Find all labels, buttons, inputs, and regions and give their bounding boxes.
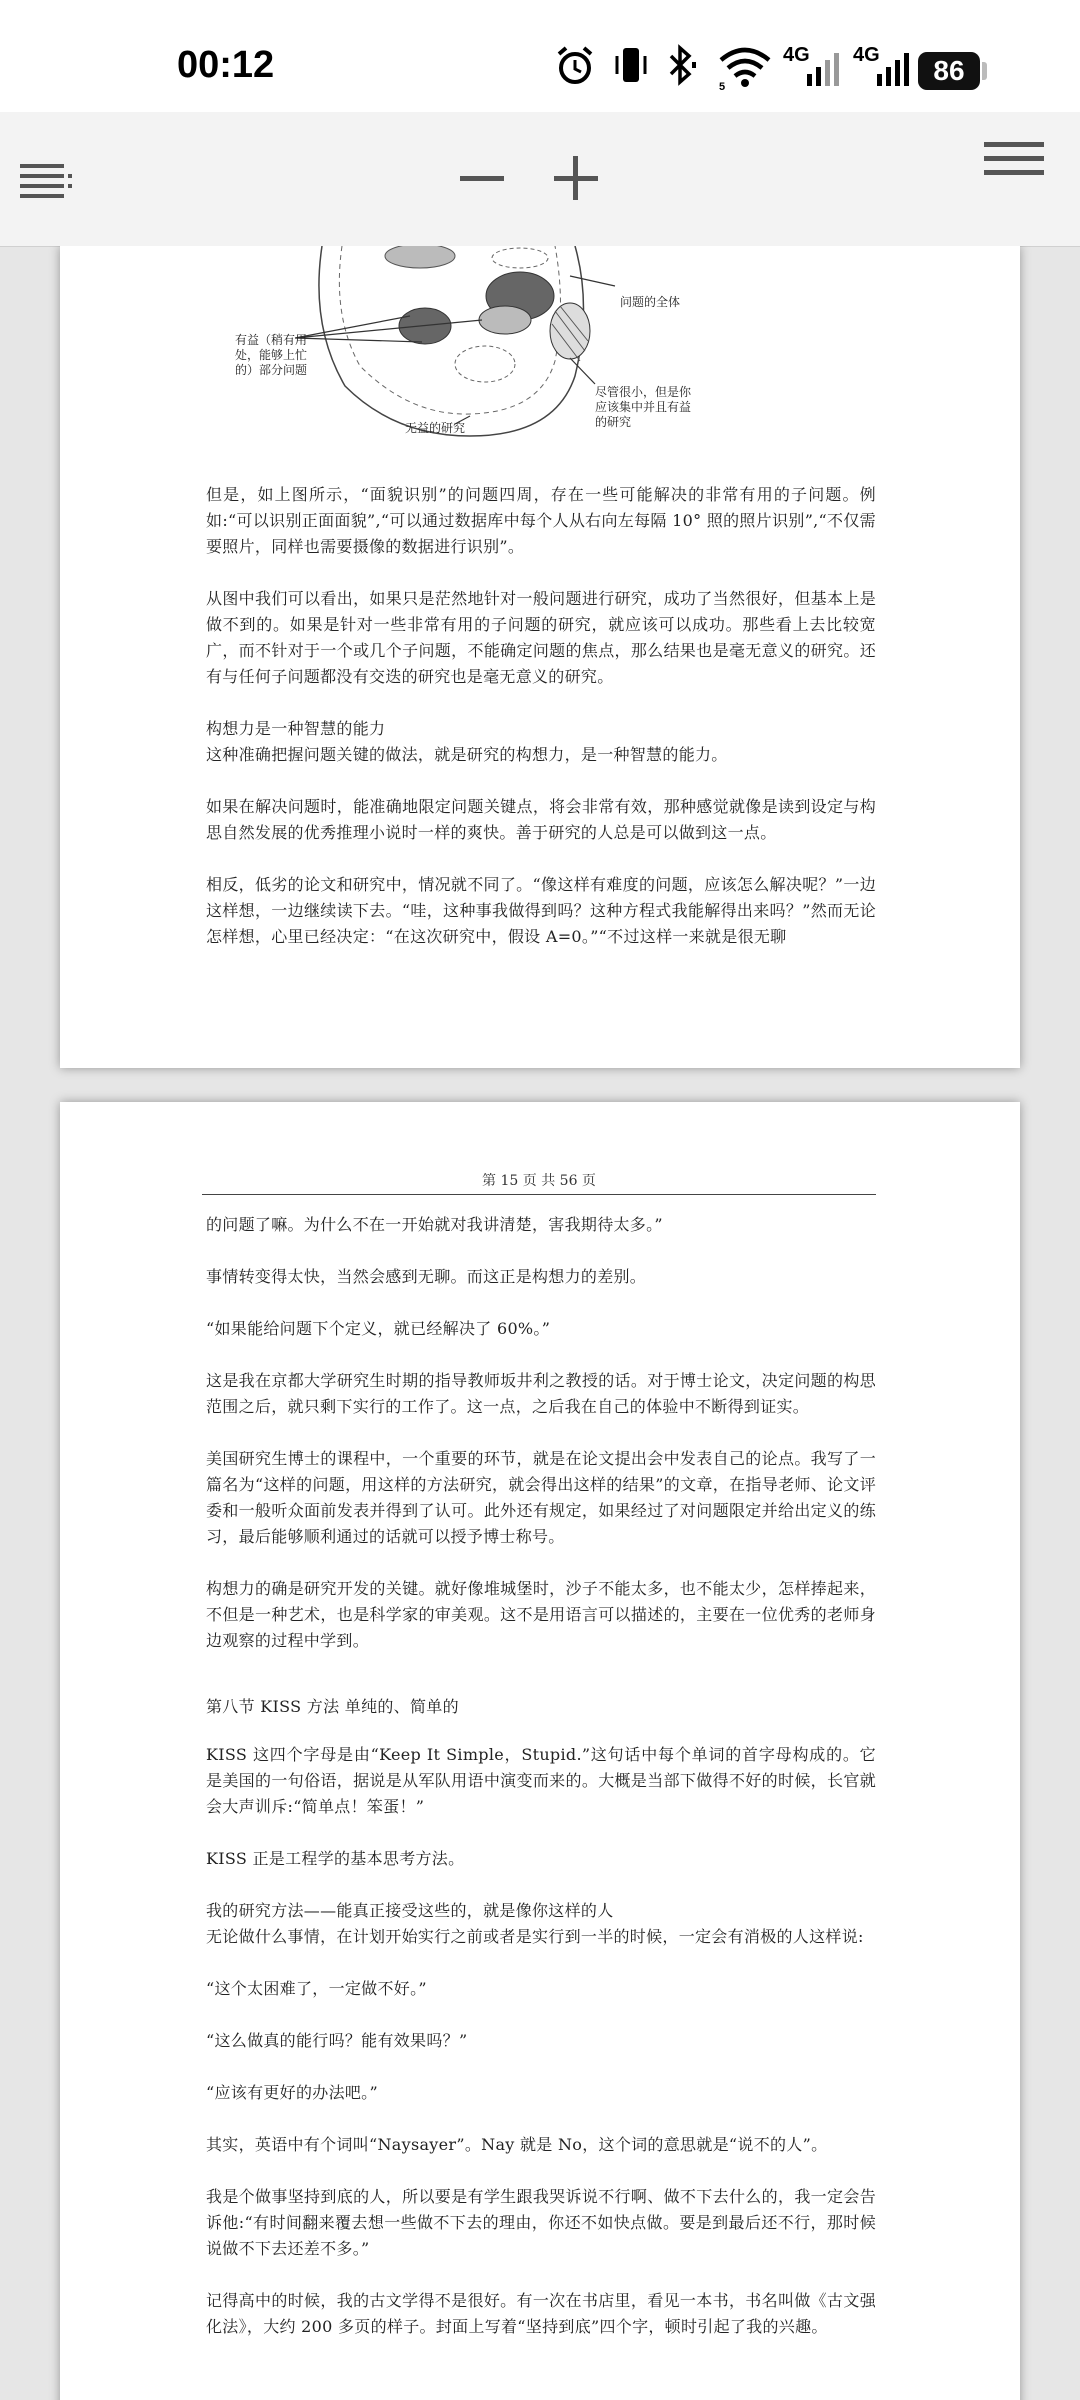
paragraph: 美国研究生博士的课程中，一个重要的环节，就是在论文提出会中发表自己的论点。我写了一篇名为“这样的问题，用这样的方法研究，就会得出这样的结果”的文章，在指导老师、论文评委和一般听众面前发表并得到了认可。此外还有规定，如果经过了对问题限定并给出定义的练习，最后能够顺利通过的话就可以授予博士称号。 xyxy=(206,1449,876,1546)
signal-2: 4G xyxy=(853,44,913,90)
paragraph: 记得高中的时候，我的古文学得不是很好。有一次在书店里，看见一本书，书名叫做《古文强化法》，大约 200 多页的样子。封面上写着“坚持到底”四个字，顿时引起了我的兴趣。 xyxy=(206,2291,876,2336)
figure-label: 的）部分问题 xyxy=(235,363,308,377)
subheading: 构想力是一种智慧的能力 xyxy=(206,719,386,738)
zoom-out-button[interactable] xyxy=(456,152,508,204)
figure-label: 无益的研究 xyxy=(405,421,466,435)
paragraph: “应该有更好的办法吧。” xyxy=(206,2083,378,2102)
paragraph: 从图中我们可以看出，如果只是茫然地针对一般问题进行研究，成功了当然很好，但基本上是做不到的。如果是针对一些非常有用的子问题的研究，就应该可以成功。那些看上去比较宽广，而不针对于一个或几个子问题，不能确定问题的焦点，那么结果也是毫无意义的研究。还有与任何子问题都没有交迭的研究也是毫无意义的研究。 xyxy=(206,589,876,686)
page xyxy=(60,246,1020,1068)
figure-label: 应该集中并且有益 xyxy=(595,400,692,414)
vibrate-icon xyxy=(611,44,651,88)
battery-cap xyxy=(982,62,987,80)
battery-indicator: 86 xyxy=(918,52,980,90)
paragraph: 这是我在京都大学研究生时期的指导教师坂井利之教授的话。对于博士论文，决定问题的构思范围之后，就只剩下实行的工作了。这一点，之后我在自己的体验中不断得到证实。 xyxy=(206,1371,876,1416)
figure-label: 尽管很小，但是你 xyxy=(595,385,692,399)
document-viewport[interactable] xyxy=(0,246,1080,2400)
figure-label: 处，能够上忙 xyxy=(235,348,308,362)
paragraph: 事情转变得太快，当然会感到无聊。而这正是构想力的差别。 xyxy=(206,1267,647,1286)
paragraph: KISS 这四个字母是由“Keep It Simple，Stupid.”这句话中每个单词的首字母构成的。它是美国的一句俗语，据说是从军队用语中演变而来的。大概是当部下做得不好的时候，长官就会大声训斥:“简单点！笨蛋！” xyxy=(206,1745,876,1816)
paragraph: 如果在解决问题时，能准确地限定问题关键点，将会非常有效，那种感觉就像是读到设定与构思自然发展的优秀推理小说时一样的爽快。善于研究的人总是可以做到这一点。 xyxy=(206,797,876,842)
paragraph: “这么做真的能行吗？能有效果吗？” xyxy=(206,2031,468,2050)
paragraph: 相反，低劣的论文和研究中，情况就不同了。“像这样有难度的问题，应该怎么解决呢？”一边这样想，一边继续读下去。“哇，这种事我做得到吗？这种方程式我能解得出来吗？”然而无论怎样想，心里已经决定：“在这次研究中，假设 A=0。”“不过这样一来就是很无聊 xyxy=(206,875,876,946)
paragraph: 无论做什么事情，在计划开始实行之前或者是实行到一半的时候，一定会有消极的人这样说: xyxy=(206,1927,864,1946)
signal-bars-icon xyxy=(875,52,911,88)
signal-bars-icon xyxy=(805,52,841,88)
minus-icon xyxy=(456,152,508,204)
figure-label: 的研究 xyxy=(595,415,632,429)
paragraph: 构想力的确是研究开发的关键。就好像堆城堡时，沙子不能太多，也不能太少，怎样捧起来，不但是一种艺术，也是科学家的审美观。这不是用语言可以描述的，主要在一位优秀的老师身边观察的过程中学到。 xyxy=(206,1579,876,1650)
zoom-in-button[interactable] xyxy=(550,152,602,204)
paragraph: 其实，英语中有个词叫“Naysayer”。Nay 就是 No，这个词的意思就是“说不的人”。 xyxy=(206,2135,828,2154)
hamburger-icon xyxy=(982,132,1048,184)
plus-icon xyxy=(550,152,602,204)
alarm-icon xyxy=(555,44,595,88)
figure-label: 有益（稍有用 xyxy=(235,333,308,347)
status-bar xyxy=(0,0,1080,112)
paragraph: “如果能给问题下个定义，就已经解决了 60%。” xyxy=(206,1319,551,1338)
page-text xyxy=(206,1212,876,2356)
page-text xyxy=(206,482,876,966)
bluetooth-icon xyxy=(663,44,699,88)
toc-button[interactable] xyxy=(18,154,78,204)
clock: 00:12 xyxy=(177,44,275,86)
paragraph: “这个太困难了，一定做不好。” xyxy=(206,1979,427,1998)
list-icon xyxy=(18,154,78,204)
page-number-header: 第 15 页 共 56 页 xyxy=(202,1168,876,1195)
paragraph: 这种准确把握问题关键的做法，就是研究的构想力，是一种智慧的能力。 xyxy=(206,745,728,764)
menu-button[interactable] xyxy=(982,132,1048,184)
signal-1: 4G xyxy=(783,44,843,90)
paragraph: 的问题了嘛。为什么不在一开始就对我讲清楚，害我期待太多。” xyxy=(206,1215,663,1234)
subheading: 我的研究方法——能真正接受这些的，就是像你这样的人 xyxy=(206,1901,614,1920)
wifi-icon xyxy=(717,44,773,90)
paragraph: 我是个做事坚持到底的人，所以要是有学生跟我哭诉说不行啊、做不下去什么的，我一定会告诉他:“有时间翻来覆去想一些做不下去的理由，你还不如快点做。要是到最后还不行，那时候说做不下去还差不多。” xyxy=(206,2187,876,2258)
reader-toolbar xyxy=(0,112,1080,247)
section-title: 第八节 KISS 方法 单纯的、简单的 xyxy=(206,1697,459,1716)
problem-diagram xyxy=(210,246,730,446)
svg-text:5: 5 xyxy=(719,81,726,90)
paragraph: KISS 正是工程学的基本思考方法。 xyxy=(206,1849,465,1868)
page xyxy=(60,1102,1020,2400)
figure-label: 问题的全体 xyxy=(620,295,681,309)
paragraph: 但是，如上图所示，“面貌识别”的问题四周，存在一些可能解决的非常有用的子问题。例如:“可以识别正面面貌”,“可以通过数据库中每个人从右向左每隔 10° 照的照片识别”,“不仅需要照片，同样也需要摄像的数据进行识别”。 xyxy=(206,485,876,556)
